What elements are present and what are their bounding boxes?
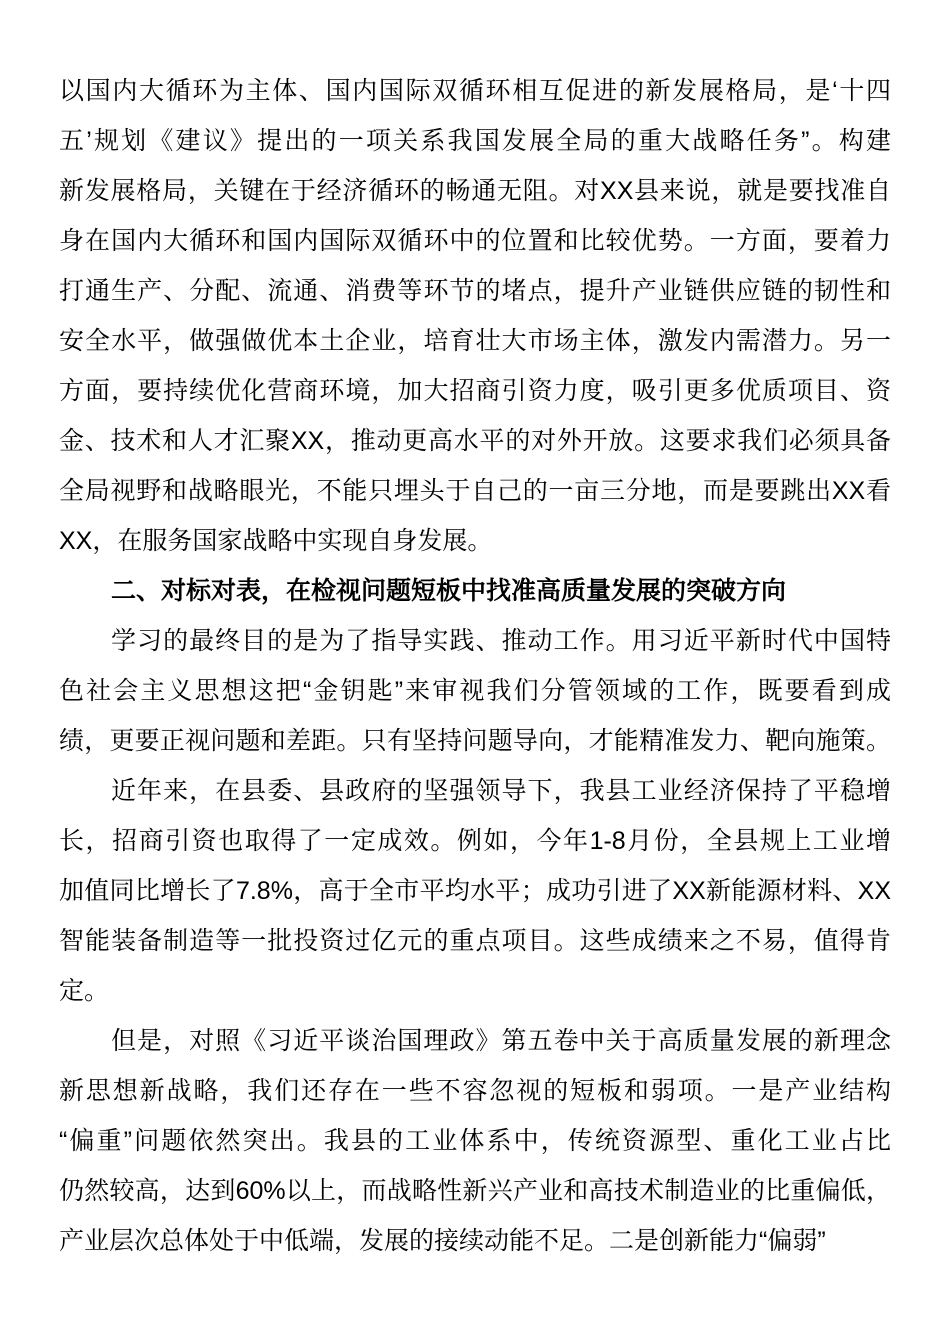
text-line: “偏重”问题依然突出。我县的工业体系中，传统资源型、重化工业占比 <box>59 1127 891 1155</box>
document-body <box>59 66 891 1266</box>
text-line: 安全水平，做强做优本土企业，培育壮大市场主体，激发内需潜力。另一 <box>59 327 891 355</box>
text-line: 色社会主义思想这把“金钥匙”来审视我们分管领域的工作，既要看到成 <box>59 677 891 705</box>
text-line: 新思想新战略，我们还存在一些不容忽视的短板和弱项。一是产业结构 <box>59 1077 891 1105</box>
section-heading: 二、对标对表，在检视问题短板中找准高质量发展的突破方向 <box>111 577 787 605</box>
text-line: 定。 <box>59 977 110 1005</box>
text-line: 五’规划《建议》提出的一项关系我国发展全局的重大战略任务”。构建 <box>59 127 891 155</box>
text-line: 智能装备制造等一批投资过亿元的重点项目。这些成绩来之不易，值得肯 <box>59 927 891 955</box>
text-line: 学习的最终目的是为了指导实践、推动工作。用习近平新时代中国特 <box>111 627 891 655</box>
text-line: 加值同比增长了7.8%，高于全市平均水平；成功引进了XX新能源材料、XX <box>59 877 891 905</box>
text-line: 仍然较高，达到60%以上，而战略性新兴产业和高技术制造业的比重偏低， <box>59 1177 891 1205</box>
text-line: 长，招商引资也取得了一定成效。例如，今年1-8月份，全县规上工业增 <box>59 827 891 855</box>
text-line: 近年来，在县委、县政府的坚强领导下，我县工业经济保持了平稳增 <box>111 777 891 805</box>
text-line: 方面，要持续优化营商环境，加大招商引资力度，吸引更多优质项目、资 <box>59 377 891 405</box>
text-line: 打通生产、分配、流通、消费等环节的堵点，提升产业链供应链的韧性和 <box>59 277 891 305</box>
text-line: 以国内大循环为主体、国内国际双循环相互促进的新发展格局，是‘十四 <box>59 77 891 105</box>
text-line: 但是，对照《习近平谈治国理政》第五卷中关于高质量发展的新理念 <box>111 1027 891 1055</box>
text-line: 身在国内大循环和国内国际双循环中的位置和比较优势。一方面，要着力 <box>59 227 891 255</box>
text-line: 绩，更要正视问题和差距。只有坚持问题导向，才能精准发力、靶向施策。 <box>59 727 891 755</box>
text-line: 全局视野和战略眼光，不能只埋头于自己的一亩三分地，而是要跳出XX看 <box>59 477 891 505</box>
text-line: 新发展格局，关键在于经济循环的畅通无阻。对XX县来说，就是要找准自 <box>59 177 891 205</box>
text-line: XX，在服务国家战略中实现自身发展。 <box>59 527 493 555</box>
text-line: 金、技术和人才汇聚XX，推动更高水平的对外开放。这要求我们必须具备 <box>59 427 891 455</box>
text-line: 产业层次总体处于中低端，发展的接续动能不足。二是创新能力“偏弱” <box>59 1227 826 1255</box>
